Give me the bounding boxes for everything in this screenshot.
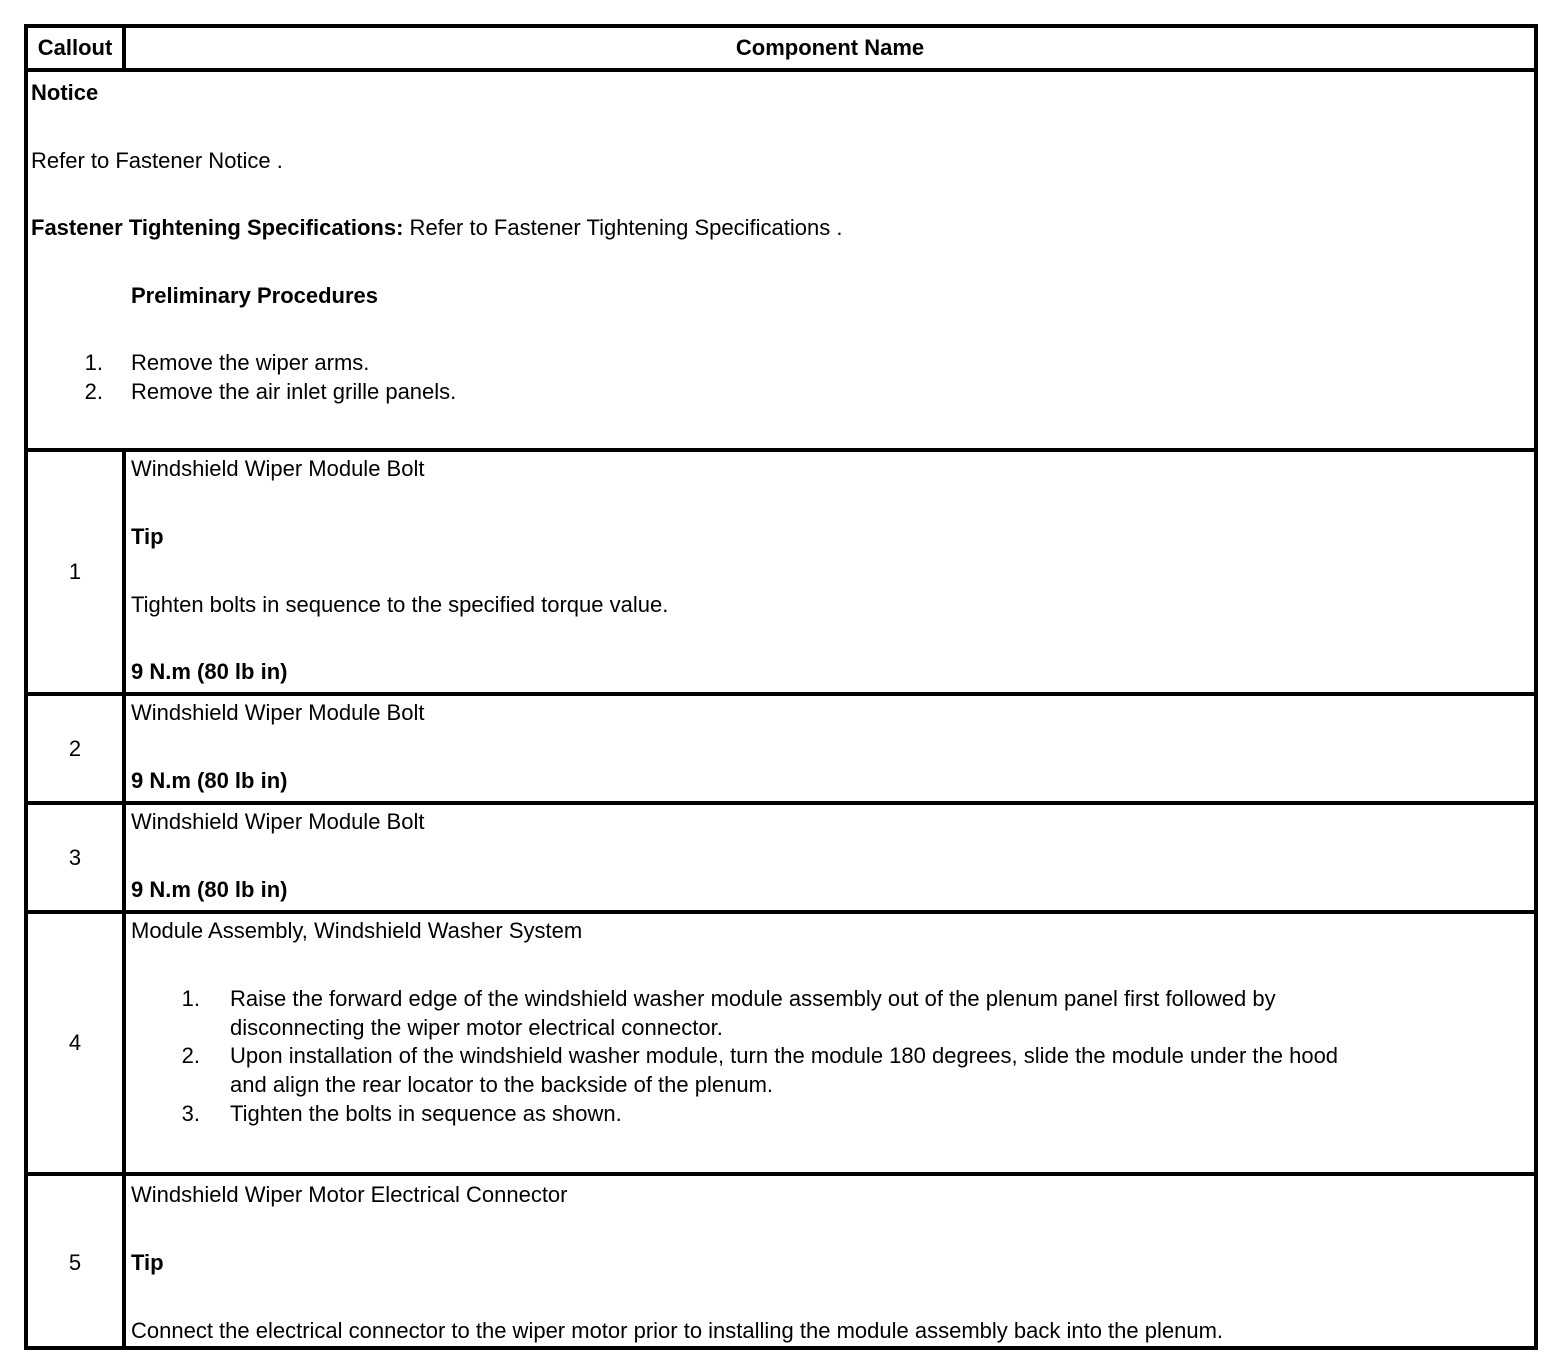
component-cell (126, 1176, 1534, 1350)
tip-label: Tip (131, 524, 164, 549)
notice-spec-text: Refer to Fastener Tightening Specifications . (403, 215, 843, 240)
step-number: 2. (181, 1043, 200, 1068)
tip-text: Tighten bolts in sequence to the specified torque value. (131, 592, 669, 617)
step-number: 1. (181, 986, 200, 1011)
prelim-step-number: 2. (84, 379, 103, 404)
step-text: disconnecting the wiper motor electrical connector. (230, 1015, 723, 1040)
torque-value: 9 N.m (80 lb in) (131, 877, 288, 902)
step-text: Raise the forward edge of the windshield washer module assembly out of the plenum panel first followed by (230, 986, 1276, 1011)
component-name: Module Assembly, Windshield Washer System (131, 918, 583, 943)
prelim-step-text: Remove the wiper arms. (131, 350, 370, 375)
callout-number: 2 (28, 696, 126, 801)
table-header-row (28, 28, 1534, 72)
callout-number: 1 (28, 452, 126, 692)
prelim-title: Preliminary Procedures (131, 283, 379, 308)
notice-refer-text: Refer to Fastener Notice . (31, 148, 283, 173)
tip-label: Tip (131, 1250, 164, 1275)
component-cell (126, 452, 1534, 692)
step-number: 3. (181, 1101, 200, 1126)
step-text: Upon installation of the windshield washer module, turn the module 180 degrees, slide the module under the hood (230, 1043, 1339, 1068)
notice-spec-line (31, 215, 842, 241)
notice-row (28, 72, 1534, 452)
notice-title: Notice (31, 80, 99, 105)
component-cell (126, 805, 1534, 910)
header-callout: Callout (28, 28, 126, 68)
component-table (24, 24, 1538, 1350)
component-name: Windshield Wiper Motor Electrical Connector (131, 1182, 568, 1207)
step-text: and align the rear locator to the backside of the plenum. (230, 1072, 774, 1097)
prelim-step-text: Remove the air inlet grille panels. (131, 379, 457, 404)
table-row (28, 696, 1534, 805)
component-name: Windshield Wiper Module Bolt (131, 456, 425, 481)
component-name: Windshield Wiper Module Bolt (131, 700, 425, 725)
table-row (28, 1176, 1534, 1350)
prelim-step-number: 1. (84, 350, 103, 375)
table-row (28, 805, 1534, 914)
component-cell (126, 696, 1534, 801)
callout-number: 3 (28, 805, 126, 910)
notice-spec-label: Fastener Tightening Specifications: (31, 215, 404, 240)
torque-value: 9 N.m (80 lb in) (131, 659, 288, 684)
header-component-name: Component Name (735, 35, 925, 60)
callout-number: 5 (28, 1176, 126, 1350)
step-text: Tighten the bolts in sequence as shown. (230, 1101, 622, 1126)
component-name: Windshield Wiper Module Bolt (131, 809, 425, 834)
table-row (28, 452, 1534, 696)
component-cell (126, 914, 1534, 1172)
callout-number: 4 (28, 914, 126, 1172)
table-row (28, 914, 1534, 1176)
torque-value: 9 N.m (80 lb in) (131, 768, 288, 793)
tip-text: Connect the electrical connector to the wiper motor prior to installing the module assembly back into the plenum. (131, 1318, 1224, 1343)
